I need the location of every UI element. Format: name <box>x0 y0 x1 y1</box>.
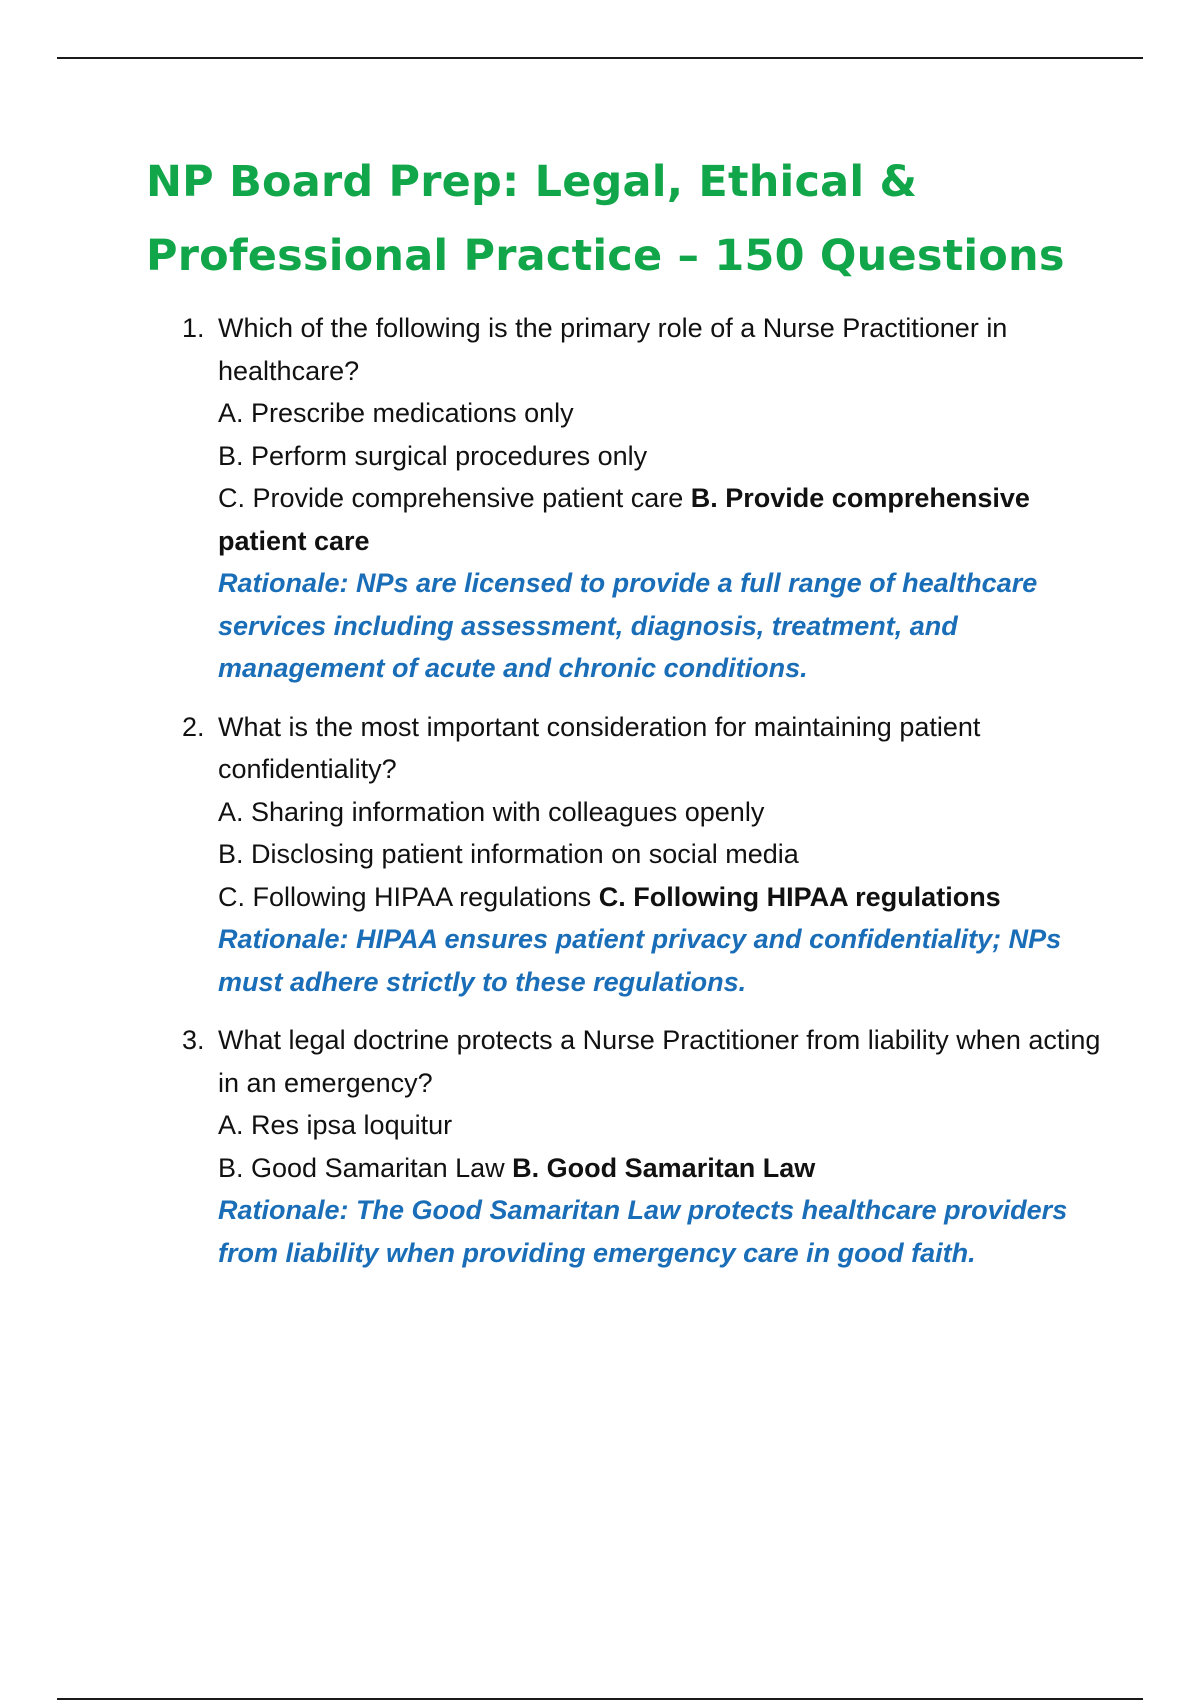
question-number: 3. <box>182 1025 205 1055</box>
question-number: 2. <box>182 711 205 742</box>
answer-key: B. Provide comprehensive patient care <box>218 483 1030 556</box>
question-number: 1. <box>182 313 205 343</box>
option-b: B. Perform surgical procedures only <box>218 440 648 471</box>
option-b: B. Disclosing patient information on social media <box>218 839 799 869</box>
rationale: Rationale: HIPAA ensures patient privacy and confidentiality; NPs must adhere strictly to these regulations. <box>218 924 1062 997</box>
question-text: What is the most important consideration for maintaining patient confidentiality? <box>218 711 981 784</box>
question-text: What legal doctrine protects a Nurse Practitioner from liability when acting in an emergency? <box>218 1025 1101 1098</box>
question-item-1 <box>146 307 1106 690</box>
option-b-with-answer <box>218 1147 1106 1190</box>
document-body <box>146 145 1106 1290</box>
rationale: Rationale: NPs are licensed to provide a full range of healthcare services including assessment, diagnosis, treatment, and management of acute and chronic conditions. <box>218 568 1038 683</box>
option-c: C. Provide comprehensive patient care <box>218 483 684 513</box>
question-item-2 <box>146 706 1106 1004</box>
rationale: Rationale: The Good Samaritan Law protects healthcare providers from liability when providing emergency care in good faith. <box>218 1195 1068 1268</box>
question-text: Which of the following is the primary role of a Nurse Practitioner in healthcare? <box>218 313 1008 386</box>
question-item-3 <box>146 1019 1106 1274</box>
option-c-with-answer <box>218 876 1106 919</box>
top-rule <box>57 57 1143 59</box>
option-c-with-answer <box>218 477 1106 562</box>
answer-key: B. Good Samaritan Law <box>512 1152 816 1183</box>
option-a: A. Prescribe medications only <box>218 398 574 428</box>
option-b: B. Good Samaritan Law <box>218 1152 505 1183</box>
document-title: NP Board Prep: Legal, Ethical & Professional Practice – 150 Questions <box>146 157 1065 281</box>
question-list <box>146 307 1106 1274</box>
option-c: C. Following HIPAA regulations <box>218 881 592 912</box>
option-a: A. Res ipsa loquitur <box>218 1110 453 1140</box>
option-a: A. Sharing information with colleagues openly <box>218 796 765 827</box>
answer-key: C. Following HIPAA regulations <box>598 881 1001 912</box>
